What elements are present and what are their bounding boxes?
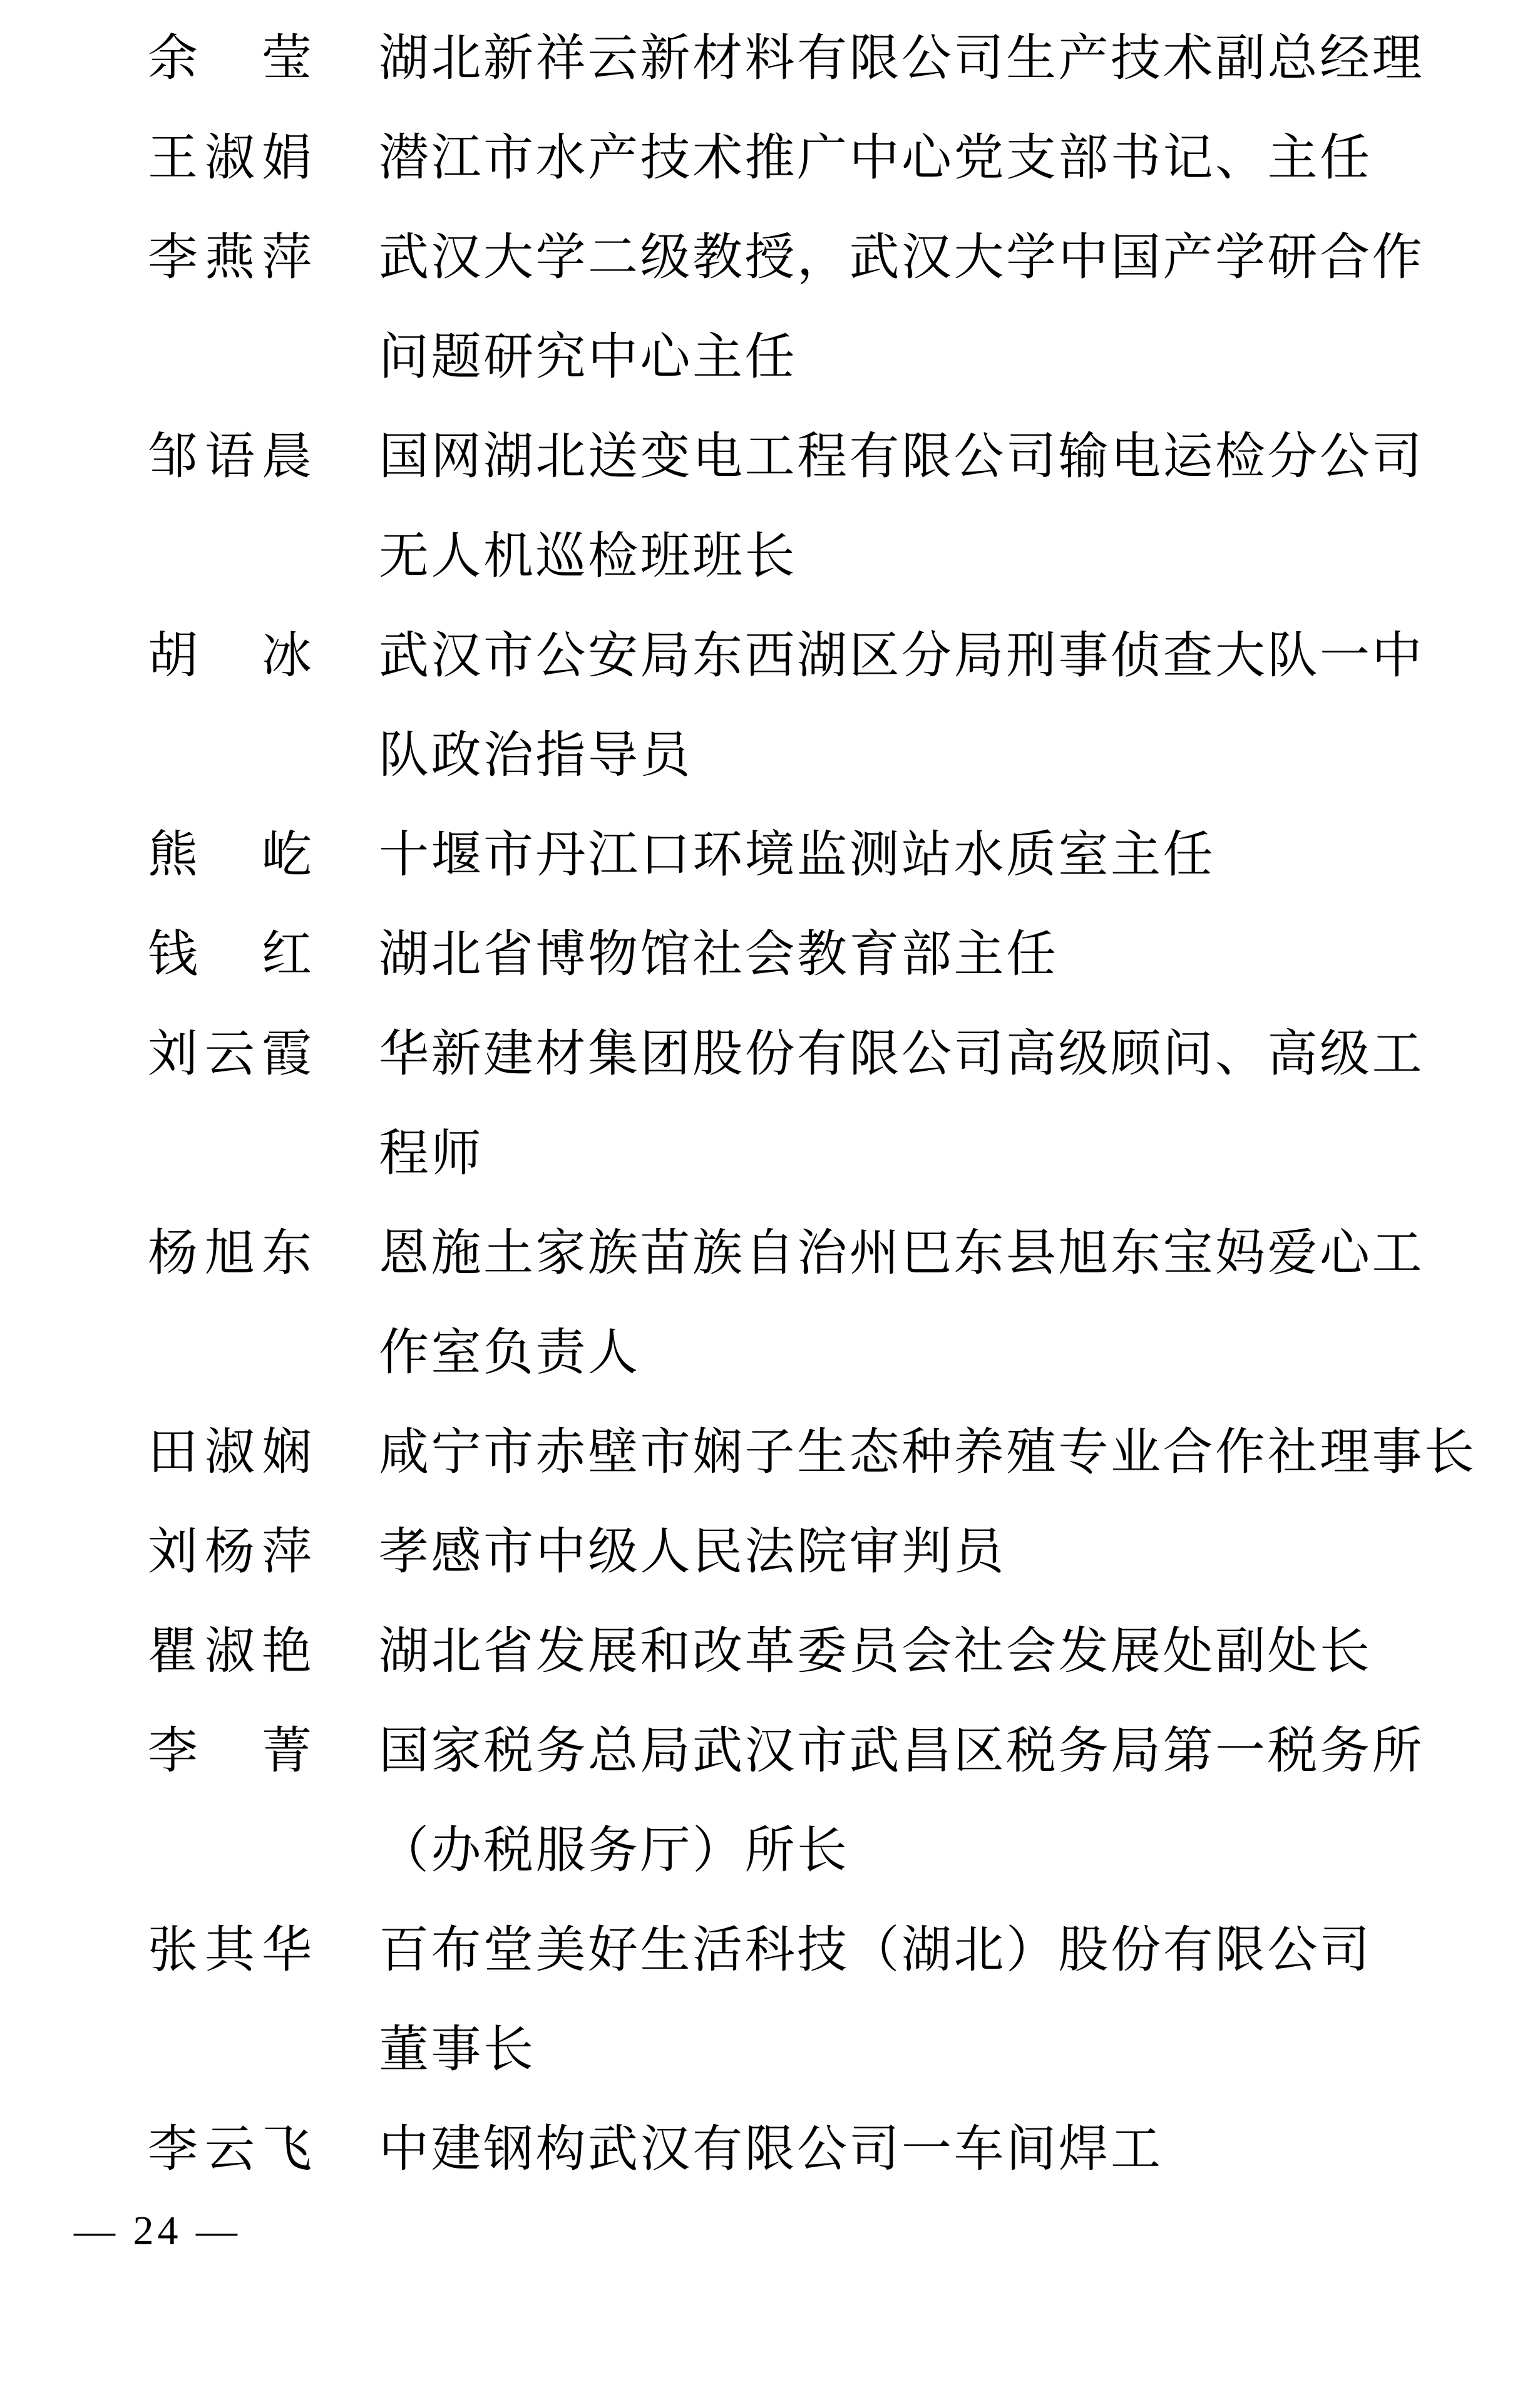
- recipient-title: [379, 806, 1430, 905]
- recipient-name-char: 李: [148, 1724, 198, 1779]
- recipient-name-char: 邹: [148, 430, 198, 485]
- recipient-name: [148, 1204, 312, 1304]
- recipient-name-char: 东: [262, 1226, 312, 1281]
- recipient-name: [148, 109, 312, 209]
- recipient-name-char: 菁: [262, 1724, 312, 1779]
- recipient-title-line: 队政治指导员: [379, 728, 692, 783]
- recipient-entry: [148, 1503, 1430, 1602]
- recipient-title: [379, 1702, 1430, 1901]
- recipient-name-char: 胡: [148, 629, 198, 684]
- recipient-name-char: 田: [148, 1425, 198, 1480]
- recipient-title-line: 问题研究中心主任: [379, 330, 797, 385]
- recipient-name-char: 余: [148, 31, 198, 86]
- recipient-name-char: 刘: [148, 1525, 198, 1580]
- recipient-name: [148, 1503, 312, 1602]
- recipient-name-char: 其: [205, 1923, 255, 1978]
- recipient-title-line: 湖北省博物馆社会教育部主任: [379, 927, 1059, 982]
- recipient-title-line: 国网湖北送变电工程有限公司输电运检分公司: [379, 430, 1424, 485]
- recipient-title-line: 华新建材集团股份有限公司高级顾问、高级工: [379, 1027, 1424, 1082]
- recipient-entry: [148, 806, 1430, 905]
- recipient-title: [379, 1602, 1430, 1702]
- recipient-name-char: 淑: [205, 1624, 255, 1679]
- recipient-name-char: 萍: [262, 230, 312, 286]
- recipient-title-line: 恩施土家族苗族自治州巴东县旭东宝妈爱心工: [379, 1226, 1424, 1281]
- recipient-name: [148, 2100, 312, 2200]
- recipient-name: [148, 408, 312, 507]
- recipient-title-line: 无人机巡检班班长: [379, 529, 797, 584]
- recipient-name-char: 萍: [262, 1525, 312, 1580]
- recipient-name-char: 飞: [262, 2122, 312, 2177]
- recipient-title: [379, 905, 1430, 1005]
- recipient-name: [148, 209, 312, 308]
- recipient-title-line: 武汉大学二级教授，武汉大学中国产学研合作: [379, 230, 1424, 286]
- recipient-name-char: 莹: [262, 31, 312, 86]
- recipient-name-char: 云: [205, 1027, 255, 1082]
- recipient-title: [379, 9, 1430, 109]
- recipient-name-char: 娴: [262, 1425, 312, 1480]
- recipient-name-char: 华: [262, 1923, 312, 1978]
- recipient-entry: [148, 9, 1430, 109]
- recipient-title: [379, 1005, 1430, 1204]
- recipient-title: [379, 1204, 1430, 1403]
- recipient-title: [379, 1901, 1430, 2100]
- recipient-name-char: 娟: [262, 131, 312, 186]
- recipient-title: [379, 1403, 1477, 1503]
- recipient-name: [148, 1702, 312, 1802]
- recipient-name-char: 燕: [205, 230, 255, 286]
- recipient-name-char: 李: [148, 230, 198, 286]
- recipient-name: [148, 905, 312, 1005]
- recipient-name-char: 艳: [262, 1624, 312, 1679]
- recipient-title-line: 咸宁市赤壁市娴子生态种养殖专业合作社理事长: [379, 1425, 1477, 1480]
- recipient-name: [148, 1005, 312, 1105]
- recipient-name-char: 冰: [262, 629, 312, 684]
- recipient-entry: [148, 1005, 1430, 1204]
- page-number: — 24 —: [74, 2208, 241, 2254]
- recipient-title-line: 程师: [379, 1127, 483, 1182]
- recipient-name-char: 熊: [148, 828, 198, 883]
- recipient-entry: [148, 905, 1430, 1005]
- recipient-title-line: 中建钢构武汉有限公司一车间焊工: [379, 2122, 1163, 2177]
- recipient-name-char: 晨: [262, 430, 312, 485]
- recipient-entry: [148, 109, 1430, 209]
- recipient-title-line: 湖北新祥云新材料有限公司生产技术副总经理: [379, 31, 1424, 86]
- recipient-name-char: 杨: [148, 1226, 198, 1281]
- recipient-entry: [148, 1901, 1430, 2100]
- recipient-title-line: 武汉市公安局东西湖区分局刑事侦查大队一中: [379, 629, 1424, 684]
- recipient-entry: [148, 2100, 1430, 2200]
- recipient-entry: [148, 1702, 1430, 1901]
- recipient-name-char: 语: [205, 430, 255, 485]
- recipient-list: [148, 9, 1477, 2200]
- recipient-name-char: 旭: [205, 1226, 255, 1281]
- recipient-name: [148, 1602, 312, 1702]
- recipient-title: [379, 109, 1430, 209]
- recipient-name-char: 云: [205, 2122, 255, 2177]
- recipient-title-line: 潜江市水产技术推广中心党支部书记、主任: [379, 131, 1372, 186]
- recipient-title: [379, 408, 1430, 607]
- recipient-name-char: 杨: [205, 1525, 255, 1580]
- recipient-name-char: 红: [262, 927, 312, 982]
- recipient-name-char: 王: [148, 131, 198, 186]
- recipient-title: [379, 209, 1430, 408]
- recipient-title-line: 董事长: [379, 2023, 536, 2078]
- recipient-title-line: 孝感市中级人民法院审判员: [379, 1525, 1006, 1580]
- recipient-name-char: 张: [148, 1923, 198, 1978]
- recipient-name-char: 屹: [262, 828, 312, 883]
- recipient-entry: [148, 209, 1430, 408]
- recipient-title: [379, 2100, 1430, 2200]
- recipient-entry: [148, 607, 1430, 806]
- recipient-entry: [148, 1204, 1430, 1403]
- recipient-entry: [148, 1602, 1430, 1702]
- recipient-title: [379, 1503, 1430, 1602]
- recipient-name: [148, 1901, 312, 2001]
- recipient-title: [379, 607, 1430, 806]
- recipient-name: [148, 1403, 312, 1503]
- recipient-title-line: 国家税务总局武汉市武昌区税务局第一税务所: [379, 1724, 1424, 1779]
- recipient-name-char: 淑: [205, 131, 255, 186]
- recipient-entry: [148, 408, 1430, 607]
- recipient-title-line: 百布堂美好生活科技（湖北）股份有限公司: [379, 1923, 1372, 1978]
- recipient-name-char: 霞: [262, 1027, 312, 1082]
- recipient-name: [148, 806, 312, 905]
- recipient-title-line: （办税服务厅）所长: [379, 1823, 850, 1879]
- recipient-name-char: 瞿: [148, 1624, 198, 1679]
- recipient-title-line: 湖北省发展和改革委员会社会发展处副处长: [379, 1624, 1372, 1679]
- recipient-entry: [148, 1403, 1477, 1503]
- recipient-title-line: 作室负责人: [379, 1326, 640, 1381]
- recipient-name-char: 淑: [205, 1425, 255, 1480]
- recipient-name: [148, 9, 312, 109]
- recipient-title-line: 十堰市丹江口环境监测站水质室主任: [379, 828, 1215, 883]
- recipient-name: [148, 607, 312, 706]
- recipient-name-char: 李: [148, 2122, 198, 2177]
- recipient-name-char: 刘: [148, 1027, 198, 1082]
- recipient-name-char: 钱: [148, 927, 198, 982]
